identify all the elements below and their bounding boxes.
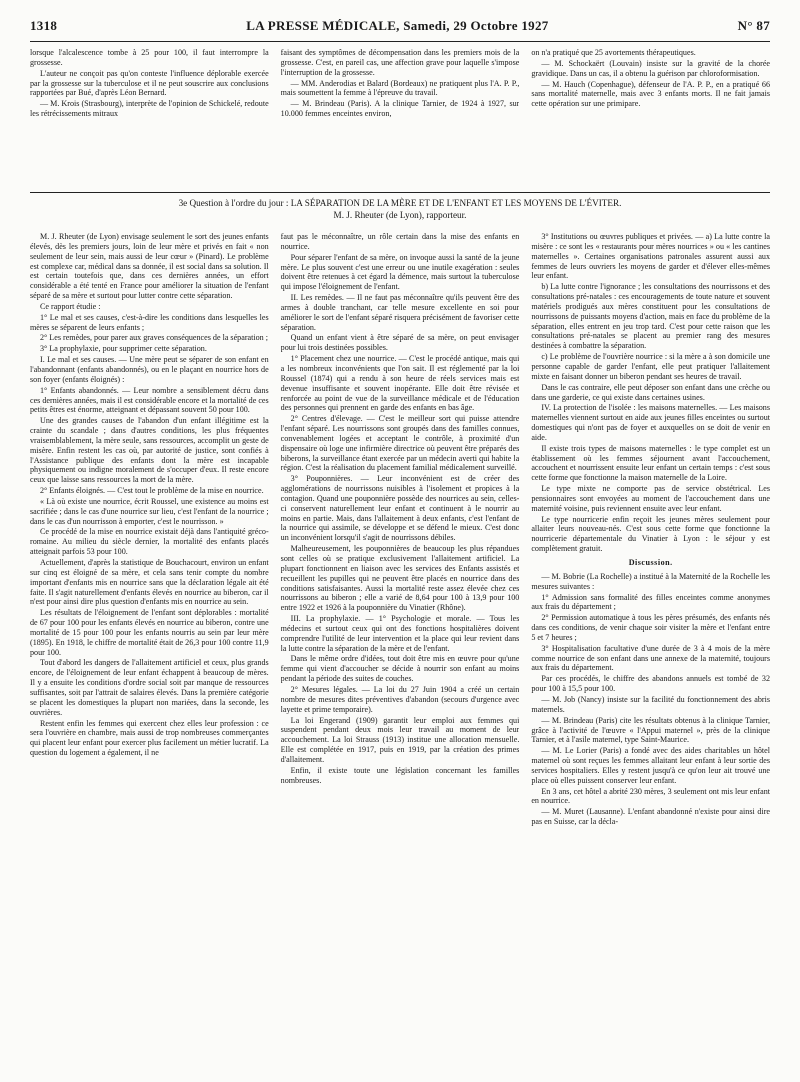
paragraph: faut pas le méconnaître, un rôle certain dans la mise des enfants en nourrice. bbox=[280, 232, 520, 251]
paragraph: Dans le même ordre d'idées, tout doit être mis en œuvre pour qu'une femme qui vient d'accoucher se décide à nourrir son enfant au moins pendant la période des suites de couches. bbox=[280, 654, 520, 684]
main-column-1 bbox=[30, 232, 269, 1070]
paragraph: 1° Enfants abandonnés. — Leur nombre a sensiblement décru dans ces dernières années, mais il est considérable encore et la mortalité de ces petits êtres est énorme, atteignant et dépassant souvent 50 pour 100. bbox=[30, 385, 269, 415]
paragraph: — M. Brindeau (Paris) cite les résultats obtenus à la clinique Tarnier, grâce à l'activité de l'œuvre « l'Appui maternel », près de la clinique Tarnier, et à l'asile maternel, type Saint-Maurice. bbox=[531, 715, 771, 745]
paragraph: Il existe trois types de maisons maternelles : le type complet est un établissement où les femmes séjournent avant l'accouchement, accouchent et nourrissent ensuite leur enfant un certain temps : c'est sous cette forme que fonctionne la maison maternelle de la Loire. bbox=[531, 443, 771, 483]
page-number: 1318 bbox=[30, 18, 58, 33]
section-rule bbox=[30, 192, 770, 193]
paragraph: c) Le problème de l'ouvrière nourrice : si la mère a à son domicile une personne capable de garder l'enfant, elle peut pratiquer l'allaitement mixte en faisant donner un biberon pendant ses heures de travail. bbox=[531, 352, 771, 381]
paragraph: La loi Engerand (1909) garantit leur emploi aux femmes qui suspendent pendant deux mois leur travail au moment de leur accouchement. La loi Strauss (1913) institue une allocation mensuelle. Elle est complétée en 1917, puis en 1919, par la création des primes d'allaitement. bbox=[280, 715, 520, 764]
paragraph: Actuellement, d'après la statistique de Bouchacourt, environ un enfant sur cinq est éloigné de sa mère, et cela sans tenir compte du nombre important d'enfants mis en nourrice sans que la déclaration légale ait été faite. Il s'agit naturellement d'enfants élevés en nourrice au biberon, car il n'est pour ainsi dire plus question d'enfants mis en nourrice au sein. bbox=[30, 558, 269, 607]
paragraph: faisant des symptômes de décompensation dans les premiers mois de la grossesse. C'est, en pareil cas, une affection grave pour laquelle s'impose l'interruption de la grossesse. bbox=[280, 48, 520, 77]
main-column-2 bbox=[281, 232, 520, 1070]
main-column-3 bbox=[531, 232, 770, 1070]
top-section bbox=[30, 48, 770, 188]
top-column-3 bbox=[531, 48, 770, 188]
paragraph: — M. Schockaërt (Louvain) insiste sur la gravité de la chorée gravidique. Dans un cas, il a obtenu la guérison par chloroformisation. bbox=[531, 58, 771, 78]
paragraph: — M. Krois (Strasbourg), interprète de l'opinion de Schickelé, redoute les rétrécissements mitraux bbox=[30, 99, 269, 119]
paragraph: — MM. Anderodias et Balard (Bordeaux) ne pratiquent plus l'A. P. P., mais soumettent la femme à l'épreuve du travail. bbox=[280, 78, 520, 98]
paragraph: 2° Centres d'élevage. — C'est le meilleur sort qui puisse attendre l'enfant séparé. Les nourrissons sont groupés dans des familles connues, convenablement logées et acceptant le contrôle, à proximité d'un dispensaire où loge une infirmière directrice où peuvent être préparés des biberons, la surveillance étant exercée par un médecin averti qui habite la région. C'est la réalisation du placement familial médicalement surveillé. bbox=[280, 414, 520, 473]
paragraph: b) La lutte contre l'ignorance ; les consultations des nourrissons et des consultations pré-natales : ces encouragements de toute nature et souvent matériels prodigués aux mères constituent pour les consultations de nourrissons de puissants moyens d'action, mais en face du problème de la séparation, elles entrent en jeu trop tard. C'est pour cette raison que les consultations pré-natales se placent au premier rang des mesures destinées à combattre la séparation. bbox=[531, 282, 771, 351]
paragraph: 1° Placement chez une nourrice. — C'est le procédé antique, mais qui a les nombreux inconvénients que l'on sait. Il est réglementé par la loi Roussel (1874) qui a rendu à son heure de réels services mais est devenue insuffisante et souvent inopérante. Elle doit être révisée et renforcée au point de vue de la surveillance médicale et de l'éducation des personnes qui prennent en garde des enfants en bas âge. bbox=[280, 354, 520, 413]
paragraph: — M. Hauch (Copenhague), défenseur de l'A. P. P., en a pratiqué 66 sans mortalité maternelle, mais avec 3 enfants morts. Il ne fait jamais cette opération sur une primipare. bbox=[531, 79, 771, 109]
paragraph: — M. Job (Nancy) insiste sur la facilité du fonctionnement des abris maternels. bbox=[531, 694, 771, 714]
paragraph: L'auteur ne conçoit pas qu'on conteste l'influence déplorable exercée par la grossesse sur la tuberculose et il ne peut souscrire aux conclusions rapportées par Bué, d'après Léon Bernard. bbox=[30, 68, 269, 98]
paragraph: I. Le mal et ses causes. — Une mère peut se séparer de son enfant en l'abandonnant (enfants abandonnés), ou en le plaçant en nourrice hors de son foyer (enfants éloignés) : bbox=[30, 355, 269, 384]
paragraph: 3° Institutions ou œuvres publiques et privées. — a) La lutte contre la misère : ce sont les « restaurants pour mères nourrices » ou « les cantines maternelles ». Certaines organisations patronales assurent aussi aux femmes de leurs ouvriers les moyens de garder et d'élever elles-mêmes leur enfant. bbox=[531, 232, 771, 281]
paragraph: 2° Permission automatique à tous les pères présumés, des enfants nés dans ces conditions, de venir chaque soir visiter la mère et l'enfant entre 5 et 7 heures ; bbox=[531, 613, 771, 642]
question-title: 3e Question à l'ordre du jour : LA SÉPARATION DE LA MÈRE ET DE L'ENFANT ET LES MOYENS DE L'ÉVITER. bbox=[178, 198, 622, 208]
paragraph: — M. Bobrie (La Rochelle) a institué à la Maternité de la Rochelle les mesures suivantes : bbox=[531, 571, 771, 591]
paragraph: Enfin, il existe toute une législation concernant les familles nombreuses. bbox=[280, 765, 520, 785]
paragraph: 3° Hospitalisation facultative d'une durée de 3 à 4 mois de la mère comme nourrice de son enfant dans une annexe de la maternité, toujours aux frais du département. bbox=[531, 643, 771, 673]
header-rule bbox=[30, 41, 770, 42]
paragraph: — M. Brindeau (Paris). A la clinique Tarnier, de 1924 à 1927, sur 10.000 femmes enceintes environ, bbox=[280, 99, 520, 119]
paragraph: 3° Pouponnières. — Leur inconvénient est de créer des agglomérations de nourrissons nuisibles à l'isolement et propices à la contagion. Quand une pouponnière possède des nourrices au sein, celles-ci conservent naturellement leur enfant et continuent à le nourrir au moins en partie. Mais, dans l'allaitement à deux enfants, c'est l'enfant de la nourrice qui assimile, se développe et se défend le mieux. C'est donc un inconvénient lorsqu'il s'agit de nourrissons débiles. bbox=[280, 474, 520, 543]
paragraph: lorsque l'alcalescence tombe à 25 pour 100, il faut interrompre la grossesse. bbox=[30, 48, 269, 67]
paragraph: 1° Le mal et ses causes, c'est-à-dire les conditions dans lesquelles les mères se séparent de leurs enfants ; bbox=[30, 312, 269, 332]
paragraph: Tout d'abord les dangers de l'allaitement artificiel et ceux, plus grands encore, de l'éloignement de leur enfant échappent à beaucoup de mères. Il y a ensuite les conditions d'ordre social soit par manque de ressources suffisantes, soit par l'attrait de salaires élevés. Dans la première catégorie se placent les domestiques la plupart non mariées, dans la seconde, les ouvrières. bbox=[30, 658, 269, 717]
paragraph: 2° Les remèdes, pour parer aux graves conséquences de la séparation ; bbox=[40, 333, 268, 343]
paragraph: Quand un enfant vient à être séparé de sa mère, on peut envisager pour lui trois destinées possibles. bbox=[280, 333, 520, 353]
journal-title: LA PRESSE MÉDICALE, Samedi, 29 Octobre 1927 bbox=[246, 18, 549, 33]
paragraph: Ce procédé de la mise en nourrice existait déjà dans l'antiquité gréco-romaine. Au milieu du siècle dernier, la mortalité des enfants placés atteignait parfois 53 pour 100. bbox=[30, 527, 269, 557]
paragraph: Dans le cas contraire, elle peut déposer son enfant dans une crèche ou dans une garderie, ce qui existe dans certaines usines. bbox=[531, 382, 771, 402]
paragraph: Le type mixte ne comporte pas de service obstétrical. Les pensionnaires sont envoyées au moment de l'accouchement dans une maternité voisine, puis reviennent ensuite avec leur enfant. bbox=[531, 484, 771, 513]
paragraph: 1° Admission sans formalité des filles enceintes comme anonymes aux frais du département ; bbox=[531, 592, 771, 612]
paragraph: Les résultats de l'éloignement de l'enfant sont déplorables : mortalité de 67 pour 100 pour les enfants élevés en nourrice au biberon, contre une mortalité de 15 pour 100 pour les enfants nourris au sein par leur mère (1895). En 1918, le chiffre de mortalité était de 26,3 pour 100 contre 11,9 pour 100. bbox=[30, 608, 269, 657]
paragraph: Par ces procédés, le chiffre des abandons annuels est tombé de 32 pour 100 à 15,5 pour 100. bbox=[531, 674, 771, 694]
paragraph: III. La prophylaxie. — 1° Psychologie et morale. — Tous les médecins et surtout ceux qui ont des fonctions hospitalières doivent comprendre l'utilité de leur intervention et la place qui leur revient dans la lutte contre la séparation de la mère et de l'enfant. bbox=[280, 614, 520, 653]
paragraph: Le type nourricerie enfin reçoit les jeunes mères seulement pour allaiter leurs nouveau-nés. C'est sous cette forme que fonctionne la nourricerie départementale du Vinatier à Lyon : le séjour y est complètement gratuit. bbox=[531, 514, 771, 554]
page-header bbox=[30, 18, 770, 40]
discussion-heading: Discussion. bbox=[628, 558, 673, 567]
top-column-1 bbox=[30, 48, 269, 188]
paragraph: Restent enfin les femmes qui exercent chez elles leur profession : ce sera l'ouvrière en chambre, mais aussi de trop nombreuses commerçantes qui placent leur enfant pour exercer plus facilement un métier lucratif. La question du logement a également, il ne bbox=[30, 718, 269, 758]
paragraph: Pour séparer l'enfant de sa mère, on invoque aussi la santé de la jeune mère. Le plus souvent c'est une erreur ou une inutile exagération : seules doivent être retenues à cet égard la démence, mais surtout la tuberculose qui impose l'éloignement de l'enfant. bbox=[280, 252, 520, 292]
paragraph: II. Les remèdes. — Il ne faut pas méconnaître qu'ils peuvent être des armes à double tranchant, car telle mesure excellente en soi pour améliorer le sort de l'enfant séparé risquera précisément de favoriser cette séparation. bbox=[280, 293, 520, 332]
rapporteur-line: M. J. Rheuter (de Lyon), rapporteur. bbox=[333, 210, 467, 220]
paragraph: 2° Enfants éloignés. — C'est tout le problème de la mise en nourrice. bbox=[40, 486, 264, 496]
paragraph: — M. Muret (Lausanne). L'enfant abandonné n'existe pour ainsi dire pas en Suisse, car la décla- bbox=[531, 807, 771, 827]
paragraph: Malheureusement, les pouponnières de beaucoup les plus répandues sont celles où se pratique exclusivement l'allaitement artificiel. La plupart fonctionnent en liaison avec les services des Enfants assistés et recueillent les pupilles qui ne peuvent être placés en nourrice dans des conditions satisfaisantes. Aussi la mortalité reste assez élevée chez ces nourrissons au biberon ; elle a varié de 8,64 pour 100 à 13,9 pour 100 entre 1922 et 1926 à la pouponnière du Vinatier (Rhône). bbox=[280, 544, 520, 613]
paragraph: 2° Mesures légales. — La loi du 27 Juin 1904 a créé un certain nombre de mesures dites préventives d'abandon (secours d'urgence avec layette et prime temporaire). bbox=[280, 684, 520, 714]
main-section bbox=[30, 232, 770, 1070]
question-heading bbox=[30, 197, 770, 221]
paragraph: 3° La prophylaxie, pour supprimer cette séparation. bbox=[40, 344, 207, 354]
paragraph: — M. Le Lorier (Paris) a fondé avec des aides charitables un hôtel maternel où sont reçues les femmes allaitant leur enfant à leur sortie des services hospitaliers. Elles y restent jusqu'à ce qu'on leur ait trouvé une place où elles puissent conserver leur enfant. bbox=[531, 746, 771, 785]
top-column-2 bbox=[281, 48, 520, 188]
paragraph: on n'a pratiqué que 25 avortements thérapeutiques. bbox=[531, 48, 696, 57]
paragraph: Ce rapport étudie : bbox=[40, 301, 101, 311]
paragraph: M. J. Rheuter (de Lyon) envisage seulement le sort des jeunes enfants élevés, dès les premiers jours, loin de leur mère et privés en fait « non seulement de leur sein, mais aussi de leur cœur » (Pinard). Le problème est complexe car, médical dans sa donnée, il est social dans sa solution. Il est certain toutefois que, dans ces dernières années, un effort considérable a été tenté en France pour améliorer la situation de l'enfant séparé de sa mère et surtout pour lutter contre cette séparation. bbox=[30, 232, 269, 301]
paragraph: « Là où existe une nourrice, écrit Roussel, une existence au moins est sacrifiée ; dans le cas d'une nourrice sur lieu, c'est l'enfant de la nourrice ; dans le cas d'un nourrisson à emporter, c'est le nourrisson. » bbox=[30, 496, 269, 526]
paragraph: IV. La protection de l'isolée : les maisons maternelles. — Les maisons maternelles viennent surtout en aide aux jeunes filles enceintes ou surtout domestiques qui n'ont pas de foyer et auxquelles on se doit de venir en aide. bbox=[531, 403, 771, 442]
paragraph: En 3 ans, cet hôtel a abrité 230 mères, 3 seulement ont mis leur enfant en nourrice. bbox=[531, 786, 771, 806]
issue-number: N° 87 bbox=[737, 18, 770, 33]
paragraph: Une des grandes causes de l'abandon d'un enfant illégitime est la crainte du scandale ; dans d'autres conditions, les plus fréquentes vraisemblablement, la mère seule, sans ressources, accomplit un geste de misère. Enfin restent les cas où, par autorité de justice, sont confiés à l'Assistance publique des enfants dont la mère est incapable physiquement ou indigne moralement de s'occuper d'eux. Il reste encore ceux que laisse sans ressources la mort de la mère. bbox=[30, 416, 269, 485]
